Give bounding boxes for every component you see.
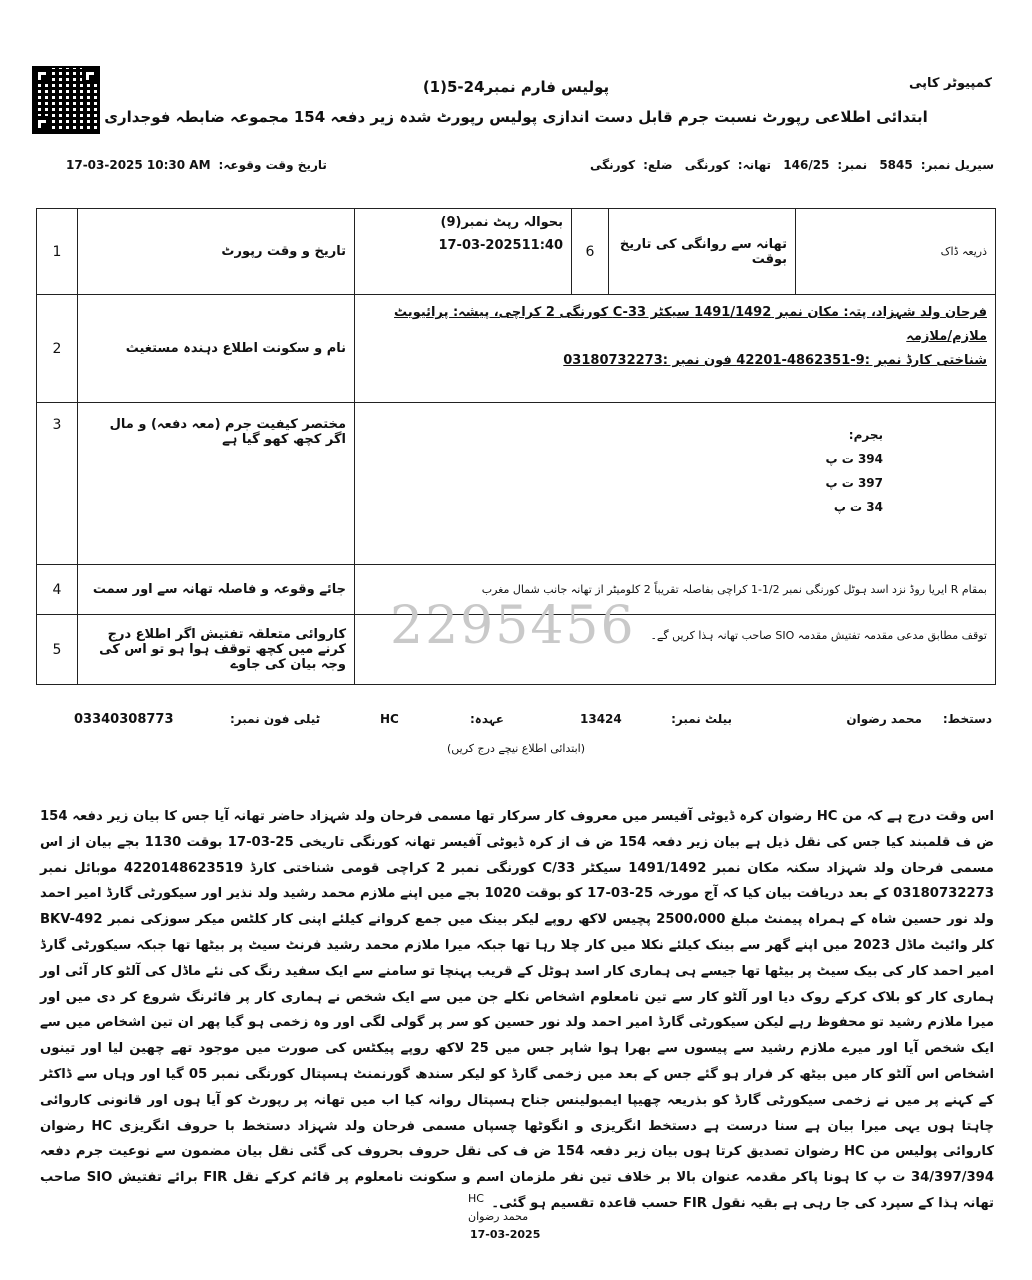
- report-datetime-label: تاریخ و وقت رپورٹ: [78, 209, 355, 295]
- complainant-details: [355, 295, 996, 403]
- district-label: ضلع:: [643, 158, 673, 172]
- rank-value: HC: [380, 712, 399, 726]
- district-value: کورنگی: [590, 158, 636, 172]
- row-number: 5: [37, 615, 78, 685]
- row-number: 3: [37, 403, 78, 565]
- departure-label: تھانہ سے روانگی کی تاریخ بوقت: [609, 209, 796, 295]
- report-ref-datetime: 17-03-202511:40: [438, 238, 563, 253]
- number-label: نمبر:: [837, 158, 868, 172]
- belt-label: بیلٹ نمبر:: [671, 712, 732, 726]
- complainant-line-1: فرحان ولد شہزاد، پتہ: مکان نمبر 1491/1492 سیکٹر C-33 کورنگی 2 کراچی، پیشہ: پرائیویٹ: [394, 305, 987, 320]
- rank-label: عہدہ:: [470, 712, 504, 726]
- delay-label: کاروائی متعلقہ تفتیش اگر اطلاع درج کرنے میں کچھ توقف ہوا ہو تو اس کی وجہ بیان کی جاوے: [78, 615, 355, 685]
- phone-label: ٹیلی فون نمبر:: [230, 712, 321, 726]
- crime-section: 34 ت پ: [833, 500, 883, 514]
- watermark-number: 2295456: [390, 596, 636, 656]
- signature-value: محمد رضوان: [846, 712, 922, 726]
- number-value: 146/25: [783, 158, 830, 172]
- occurrence-label: تاریخ وقت وقوعہ:: [218, 158, 327, 172]
- crime-section: 397 ت پ: [825, 476, 883, 490]
- row-number: 2: [37, 295, 78, 403]
- footer-date: 17-03-2025: [470, 1228, 541, 1241]
- page-title: ابتدائی اطلاعی رپورٹ نسبت جرم قابل دست اندازی پولیس رپورٹ شدہ زیر دفعہ 154 مجموعہ ضابطہ فوجداری: [104, 108, 928, 126]
- row-number-6: 6: [572, 209, 609, 295]
- belt-value: 13424: [580, 712, 622, 726]
- place-label: جائے وقوعہ و فاصلہ تھانہ سے اور سمت: [78, 565, 355, 615]
- form-number: پولیس فارم نمبر24-5(1): [422, 78, 610, 96]
- footer-rank: HC: [468, 1192, 484, 1205]
- crime-section: 394 ت پ: [825, 452, 883, 466]
- report-ref-cell: [355, 209, 572, 295]
- thana-label: تھانہ:: [737, 158, 772, 172]
- complainant-line-2: ملازم/ملازمہ: [906, 329, 987, 344]
- complainant-label: نام و سکونت اطلاع دہندہ مستغیث: [78, 295, 355, 403]
- serial-label: سیریل نمبر:: [920, 158, 994, 172]
- dispatch-via-text: ذریعہ ڈاک: [940, 245, 987, 258]
- crime-summary-label: مختصر کیفیت جرم (معہ دفعہ) و مال اگر کچھ کھو گیا ہے: [78, 403, 355, 565]
- serial-info: [582, 158, 994, 172]
- complainant-line-3: شناختی کارڈ نمبر :9-4862351-42201 فون نمبر :03180732273: [563, 353, 987, 368]
- row-number: 1: [37, 209, 78, 295]
- place-of-occurrence: بمقام R ایریا روڈ نزد اسد ہوٹل کورنگی نمبر 1/2-1 کراچی بفاصلہ تقریباً 2 کلومیٹر از تھانہ جانب شمال مغرب: [355, 565, 996, 615]
- table-row-2: [37, 295, 996, 403]
- dispatch-via: [796, 209, 996, 295]
- row-number: 4: [37, 565, 78, 615]
- computer-copy-label: کمپیوٹر کاپی: [908, 76, 992, 91]
- crime-summary: [355, 403, 996, 565]
- occurrence-info: [58, 158, 327, 172]
- serial-value: 5845: [879, 158, 913, 172]
- phone-value: 03340308773: [74, 712, 174, 727]
- entry-note: (ابتدائی اطلاع نیچے درج کریں): [447, 742, 585, 755]
- crime-head: بجرم:: [848, 428, 883, 442]
- delay-reason: توقف مطابق مدعی مقدمہ تفتیش مقدمہ SIO صاحب تھانہ ہذا کریں گے۔: [355, 615, 996, 685]
- footer-name: محمد رضوان: [468, 1210, 529, 1223]
- thana-value: کورنگی: [684, 158, 730, 172]
- table-row-3: [37, 403, 996, 565]
- occurrence-value: 17-03-2025 10:30 AM: [66, 158, 211, 172]
- table-row-1: [37, 209, 996, 295]
- signature-label: دستخط:: [942, 712, 992, 726]
- fir-body-text: اس وقت درج ہے کہ من HC رضوان کرہ ڈیوٹی آفیسر میں معروف کار سرکار تھا مسمی فرحان ولد شہزاد حاضر تھانہ آیا جس کا بیان زیر دفعہ 154 ض ف قلمبند کیا جس کی نقل ذیل ہے بیان زیر دفعہ 154 ض ف از کرہ ڈیوٹی آفیسر تھانہ کورنگی تاریخی 25-03-17 بوقت 1130 بجے بیان از اس مسمی فرحان ولد شہزاد سکنہ مکان نمبر 1491/1492 سیکٹر C/33 کورنگی نمبر 2 کراچی قومی شناختی کارڈ 4220148623519 موبائل نمبر 03180732273 کے بعد دریافت بیان کیا کہ آج مورخہ 25-03-17 کو بوقت 1020 بجے میں اپنے ملازم محمد رشید ولد نذیر اور سیکورٹی گارڈ امیر احمد ولد نور حسین شاہ کے ہمراہ پیمنٹ مبلغ 2500،000 پچیس لاکھ روپے لیکر بینک میں جمع کروانے کیلئے اپنی کار کلٹس میکر سوزکی نمبر BKV-492 کلر وائیٹ ماڈل 2023 میں اپنے گھر سے بینک کیلئے نکلا میں کار چلا رہا تھا جبکہ میرا ملازم محمد رشید فرنٹ سیٹ پر بیٹھا تھا جبکہ سیکورٹی گارڈ امیر احمد کار کی بیک سیٹ پر بیٹھا تھا جیسے ہی ہماری کار اسد ہوٹل کے قریب پہنچا تو سامنے سے ایک سفید رنگ کی نئے ماڈل کی آلٹو کار آئی اور ہماری کار کو بلاک کرکے روک دیا اور آلٹو کار سے تین نامعلوم اشخاص نکلے جن میں سے ایک شخص نے ہماری کار پر فائرنگ شروع کر دی میں اور میرا ملازم رشید تو محفوظ رہے لیکن سیکورٹی گارڈ امیر احمد ولد نور حسین کو سر پر گولی لگی اور وہ زخمی ہو گیا پھر ان تین اشخاص میں سے ایک شخص آیا اور میرے ملازم رشید سے پیسوں سے بھرا ہوا شاپر جس میں 25 لاکھ روپے پیکٹس کی صورت میں موجود تھے چھین لیا اور تینوں اشخاص اس آلٹو کار میں بیٹھ کر فرار ہو گئے جس کے بعد میں زخمی گارڈ کو لیکر سندھ گورنمنٹ ہسپتال کورنگی نمبر 05 گیا اور وہاں سے ڈاکٹر کے کہنے پر میں نے زخمی سیکورٹی گارڈ کو بذریعہ چھیپا ایمبولینس جناح ہسپتال روانہ کیا اب میں تھانہ پر رپورٹ کو آیا ہوں اور قانونی کاروائی چاہتا ہوں یہی میرا بیان ہے سنا درست ہے دستخط انگریزی و انگوٹھا چسپاں مسمی فرحان ولد شہزاد دستخط با حروف انگریزی HC رضوان کاروائی پولیس من HC رضوان تصدیق کرتا ہوں بیان زیر دفعہ 154 ض ف کی نقل حروف بحروف کی گئی نقل بیان مضمون سے نوعیت جرم دفعہ 34/397/394 ت پ کا ہونا پاکر مقدمہ عنوان بالا بر خلاف تین نفر ملزمان اسم و سکونت نامعلوم پر قائم کرکے نقل FIR برائے تفتیش SIO صاحب تھانہ ہذا کے سپرد کی جا رہی ہے بقیہ نقول FIR حسب قاعدہ تقسیم ہو گئی۔: [40, 809, 995, 1211]
- report-ref-label: بحوالہ رپٹ نمبر(9): [440, 215, 563, 230]
- crime-sections: [793, 423, 883, 519]
